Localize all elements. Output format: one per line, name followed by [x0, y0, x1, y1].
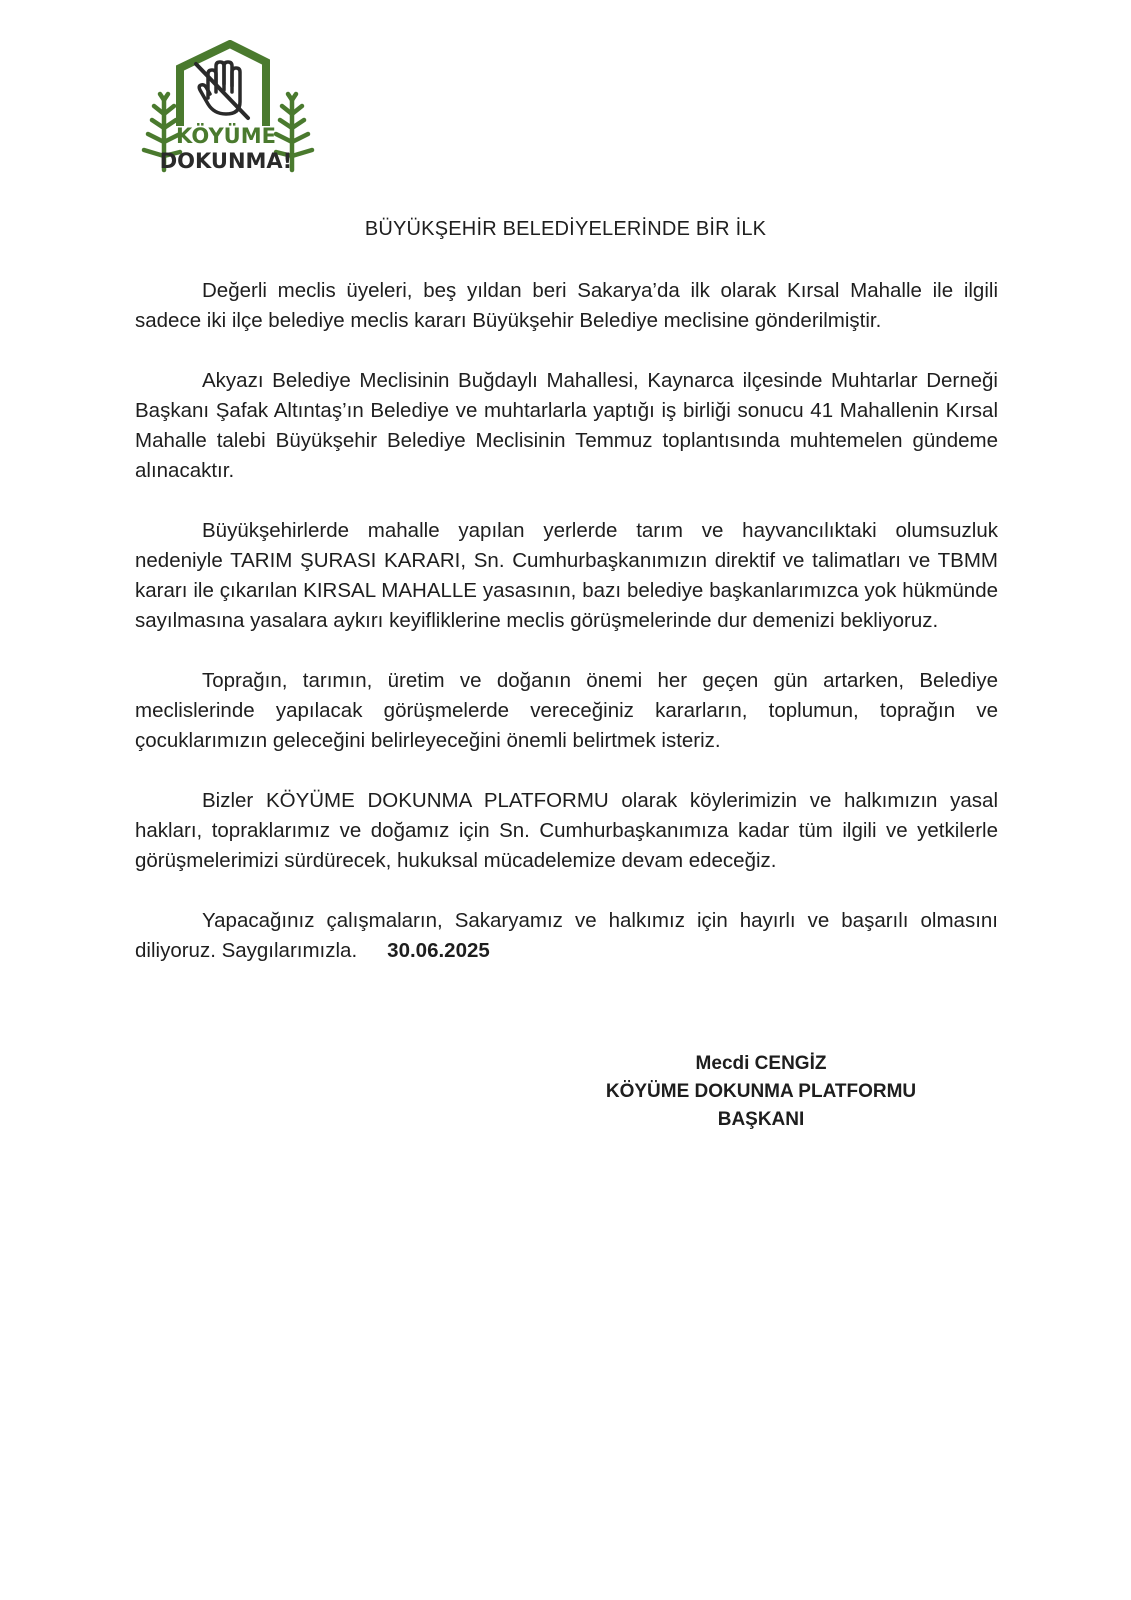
- paragraph-3: Büyükşehirlerde mahalle yapılan yerlerde tarım ve hayvancılıktaki olumsuzluk nedeniyle TARIM ŞURASI KARARI, Sn. Cumhurbaşkanımızın direktif ve talimatları ve TBMM kararı ile çıkarılan KIRSAL MAHALLE yasasının, bazı belediye başkanlarımızca yok hükmünde sayılmasına yasalara aykırı keyifliklerine meclis görüşmelerinde dur demenizi bekliyoruz.: [135, 519, 998, 632]
- signatory-organization: KÖYÜME DOKUNMA PLATFORMU: [605, 1081, 917, 1102]
- document-date: 30.06.2025: [387, 939, 490, 962]
- logo-text-line1: KÖYÜME: [176, 124, 276, 148]
- paragraph-1: Değerli meclis üyeleri, beş yıldan beri Sakarya’da ilk olarak Kırsal Mahalle ile ilgili sadece iki ilçe belediye meclis kararı Büyükşehir Belediye meclisine gönderilmiştir.: [135, 279, 998, 332]
- paragraph-5: Bizler KÖYÜME DOKUNMA PLATFORMU olarak köylerimizin ve halkımızın yasal hakları, topraklarımız ve doğamız için Sn. Cumhurbaşkanımıza kadar tüm ilgili ve yetkilerle görüşmelerimizi sürdürecek, hukuksal mücadelemize devam edeceğiz.: [135, 789, 998, 872]
- signature-block: [596, 1050, 926, 1134]
- document-title: BÜYÜKŞEHİR BELEDİYELERİNDE BİR İLK: [364, 218, 767, 240]
- signatory-name: Mecdi CENGİZ: [695, 1053, 827, 1074]
- document-body: [135, 276, 998, 966]
- logo-graphic: [138, 40, 318, 176]
- signatory-role: BAŞKANI: [717, 1109, 805, 1130]
- logo: [138, 40, 318, 176]
- paragraph-2: Akyazı Belediye Meclisinin Buğdaylı Mahallesi, Kaynarca ilçesinde Muhtarlar Derneği Başkanı Şafak Altıntaş’ın Belediye ve muhtarlarla yaptığı iş birliği sonucu 41 Mahallenin Kırsal Mahalle talebi Büyükşehir Belediye Meclisinin Temmuz toplantısında muhtemelen gündeme alınacaktır.: [135, 369, 998, 482]
- logo-text-line2: DOKUNMA!: [159, 149, 293, 173]
- paragraph-4: Toprağın, tarımın, üretim ve doğanın önemi her geçen gün artarken, Belediye meclislerinde yapılacak görüşmelerde vereceğiniz kararların, toplumun, toprağın ve çocuklarımızın geleceğini belirleyeceğini önemli belirtmek isteriz.: [135, 669, 998, 752]
- closing-text: Yapacağınız çalışmaların, Sakaryamız ve halkımız için hayırlı ve başarılı olmasını diliyoruz. Saygılarımızla.: [135, 909, 998, 962]
- closing-paragraph: [135, 906, 998, 966]
